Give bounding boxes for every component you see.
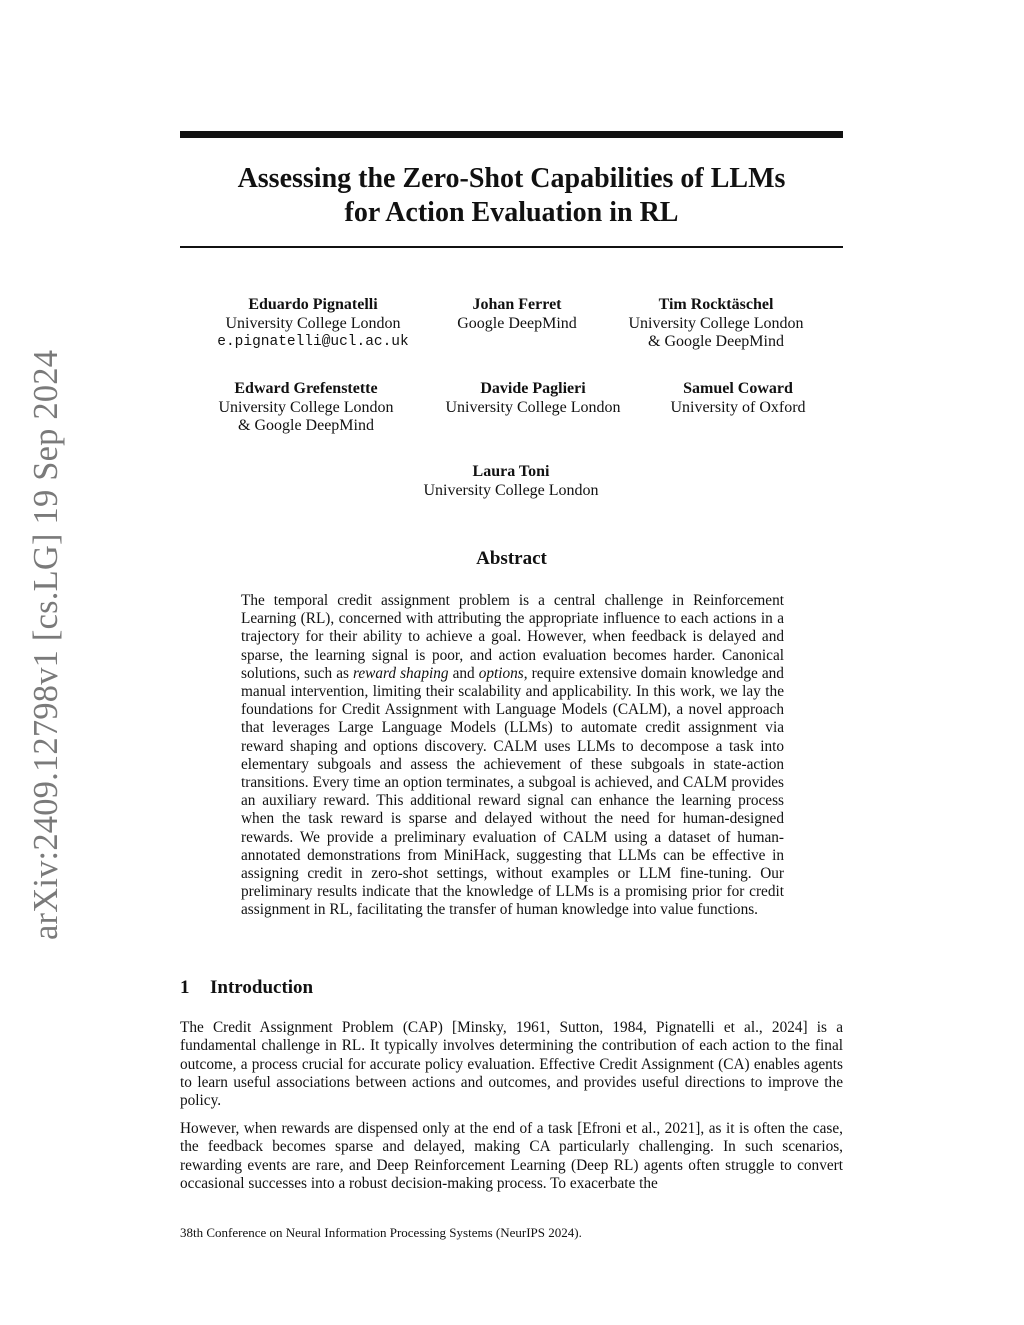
abstract-emphasis-reward-shaping: reward shaping — [352, 664, 449, 682]
author-block — [611, 296, 821, 352]
author-block — [437, 296, 597, 333]
author-block — [213, 296, 413, 352]
arxiv-side-identifier: arXiv:2409.12798v1 [cs.LG] 19 Sep 2024 — [27, 349, 65, 940]
author-affiliation: University College London — [423, 481, 599, 499]
author-block — [206, 380, 406, 436]
author-email[interactable]: e.pignatelli@ucl.ac.uk — [217, 334, 409, 350]
abstract-text-part: The temporal credit assignment problem is a central challenge in Reinforcement Learning (RL), concerned with attributing the appropriate influence to each actions in a trajectory for their ability to achieve a goal. However, when feedback is delayed and sparse, the learning signal is poor, and action evaluation becomes harder. Canonical solutions, such as — [241, 592, 784, 682]
author-block — [638, 380, 838, 417]
author-affiliation: University College London — [218, 398, 394, 416]
abstract-text-part: and — [448, 664, 479, 682]
paper-title — [180, 162, 843, 230]
conference-footnote: 38th Conference on Neural Information Processing Systems (NeurIPS 2024). — [180, 1225, 582, 1240]
author-name: Samuel Coward — [683, 380, 793, 397]
title-line-1: Assessing the Zero-Shot Capabilities of LLMs — [237, 163, 786, 194]
title-bottom-rule — [180, 246, 843, 248]
abstract-emphasis-options: options — [478, 664, 524, 682]
abstract-heading: Abstract — [476, 548, 547, 569]
section-heading — [180, 977, 313, 999]
section-title: Introduction — [210, 977, 314, 998]
author-affiliation: Google DeepMind — [457, 314, 577, 332]
author-affiliation: University of Oxford — [670, 398, 806, 416]
author-name: Eduardo Pignatelli — [248, 296, 378, 313]
abstract-text-part: , require extensive domain knowledge and manual intervention, limiting their scalability and applicability. In this work, we lay the foundations for Credit Assignment with Language Models (CALM), a novel approach that leverages Large Language Models (LLMs) to automate credit assignment via reward shaping and options discovery. CALM uses LLMs to decompose a task into elementary subgoals and assess the achievement of these subgoals in state-action transitions. Every time an option terminates, a subgoal is achieved, and CALM provides an auxiliary reward. This additional reward signal can enhance the learning process when the task reward is sparse and delayed without the need for human-designed rewards. We provide a preliminary evaluation of CALM using a dataset of human-annotated demonstrations from MiniHack, suggesting that LLMs can be effective in assigning credit in zero-shot settings, without examples or LLM fine-tuning. Our preliminary results indicate that the knowledge of LLMs is a promising prior for credit assignment in RL, facilitating the transfer of human knowledge into value functions. — [241, 664, 784, 919]
title-top-rule — [180, 131, 843, 138]
author-name: Johan Ferret — [472, 296, 562, 313]
author-affiliation: University College London — [225, 314, 401, 332]
author-affiliation: University College London — [628, 314, 804, 332]
intro-paragraph: However, when rewards are dispensed only at the end of a task [Efroni et al., 2021], as it is often the case, the feedback becomes sparse and delayed, making CA particularly challenging. In such scenarios, rewarding events are rare, and Deep Reinforcement Learning (Deep RL) agents often struggle to convert occasional successes into a robust decision-making process. To exacerbate the — [180, 1120, 843, 1192]
author-affiliation-2: & Google DeepMind — [238, 417, 374, 434]
author-affiliation-2: & Google DeepMind — [648, 333, 784, 350]
author-name: Laura Toni — [472, 463, 550, 480]
intro-paragraph: The Credit Assignment Problem (CAP) [Minsky, 1961, Sutton, 1984, Pignatelli et al., 2024] is a fundamental challenge in RL. It typically involves determining the contribution of each action to the final outcome, a process crucial for accurate policy evaluation. Effective Credit Assignment (CA) enables agents to learn useful associations between actions and outcomes, and provides useful directions to improve the policy. — [180, 1019, 843, 1110]
author-name: Tim Rocktäschel — [658, 296, 774, 313]
author-block — [433, 380, 633, 417]
title-line-2: for Action Evaluation in RL — [344, 197, 679, 228]
abstract-text — [241, 592, 784, 920]
author-block — [411, 463, 611, 500]
author-name: Edward Grefenstette — [234, 380, 378, 397]
author-affiliation: University College London — [445, 398, 621, 416]
section-number: 1 — [180, 977, 190, 998]
author-name: Davide Paglieri — [480, 380, 586, 397]
